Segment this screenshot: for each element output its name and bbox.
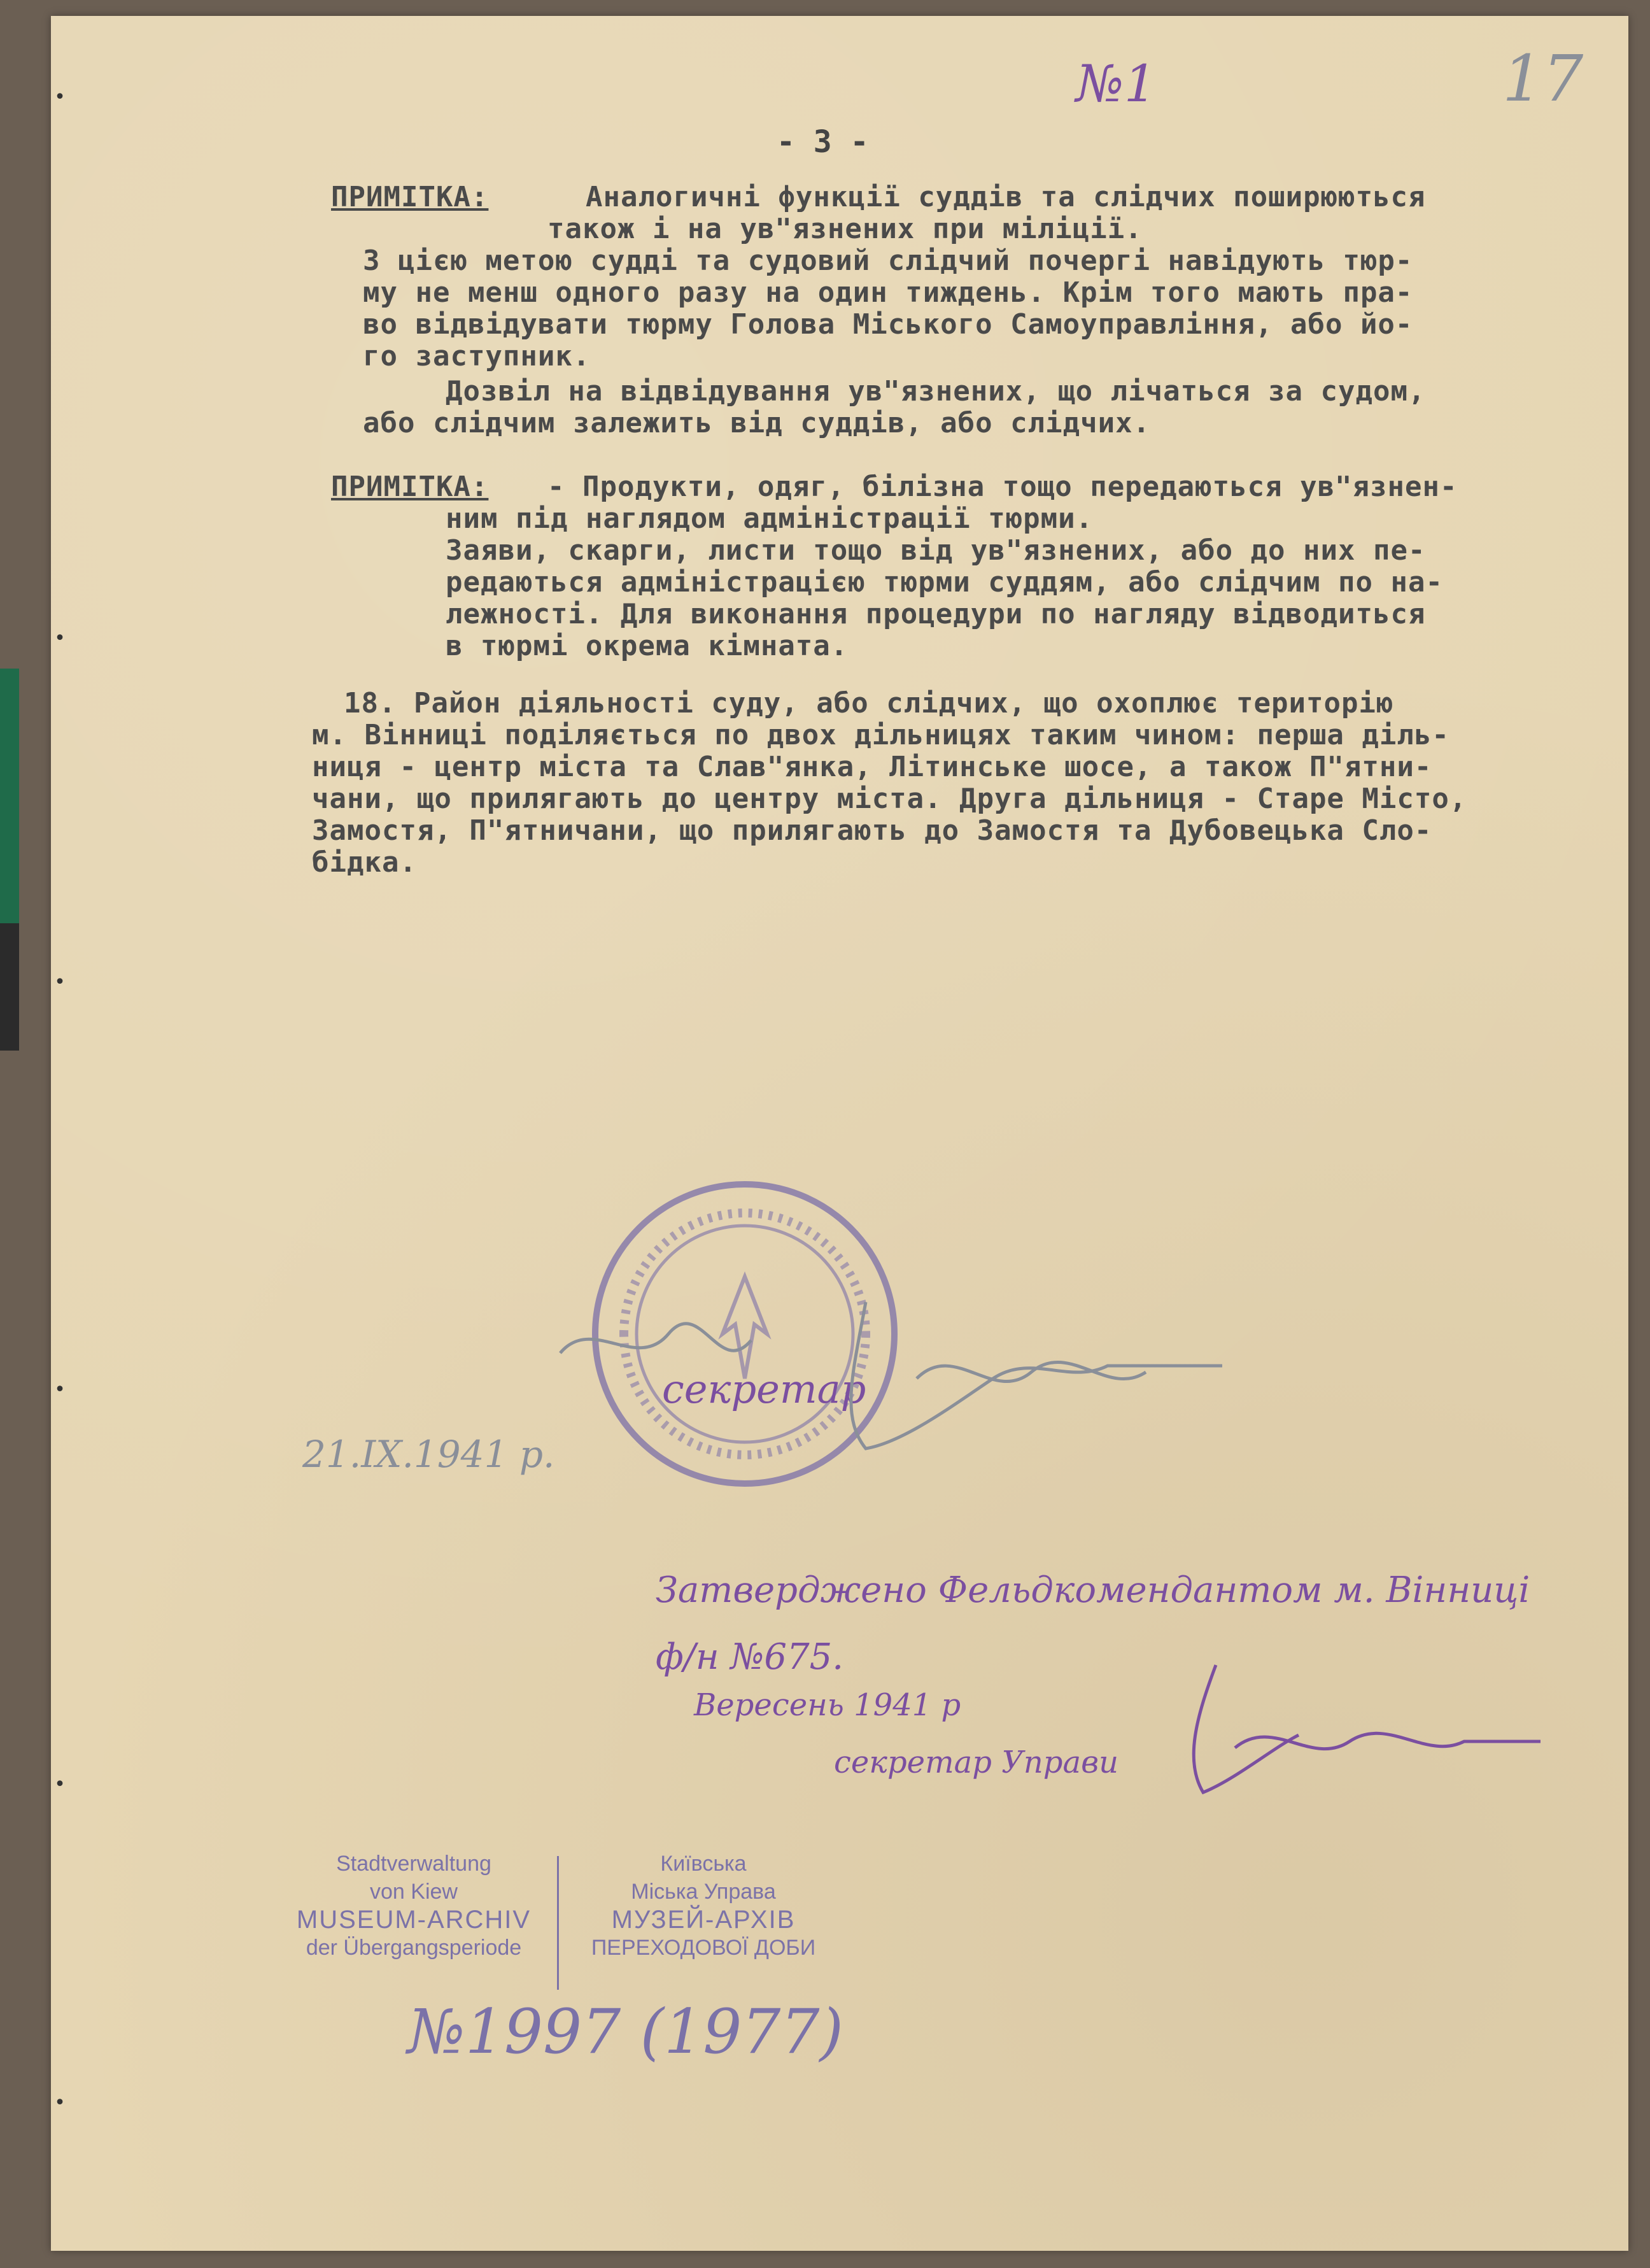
archive-left-line-2: MUSEUM-ARCHIV	[296, 1906, 532, 1934]
note1-line-0: Аналогичні функції суддів та слідчих поширюються	[586, 181, 1426, 213]
archive-left-line-0: Stadtverwaltung	[336, 1852, 491, 1876]
edge-folder-dark	[0, 923, 19, 1051]
archive-right-line-1: Міська Управа	[631, 1880, 776, 1904]
page-number: - 3 -	[777, 124, 869, 160]
document-page	[51, 16, 1628, 2251]
archive-left-line-3: der Übergangsperiode	[306, 1936, 522, 1960]
note1-line-7: або слідчим залежить від суддів, або слідчих.	[363, 407, 1151, 439]
handwritten-secretary: секретар	[662, 1366, 866, 1412]
note1-line-5: го заступник.	[363, 340, 591, 372]
note2-line-4: лежності. Для виконання процедури по нагляду відводиться	[446, 598, 1426, 630]
binding-mark-6: •	[54, 2092, 66, 2114]
note1-line-1: також і на ув"язнених при міліції.	[547, 213, 1143, 245]
archive-stamp-right	[563, 1850, 843, 1962]
binding-mark-5: •	[54, 1773, 66, 1796]
para18-line-1: м. Вінниці поділяється по двох дільницях таким чином: перша діль-	[312, 719, 1449, 751]
note1-label: ПРИМІТКА:	[331, 181, 489, 213]
archive-left-line-1: von Kiew	[370, 1880, 458, 1904]
para18-line-5: бідка.	[312, 846, 417, 879]
archive-right-line-2: МУЗЕЙ-АРХІВ	[611, 1906, 796, 1934]
note2-line-0: - Продукти, одяг, білізна тощо передаються ув"язнен-	[547, 471, 1458, 503]
binding-mark-1: •	[54, 86, 66, 108]
para18-line-4: Замостя, П"ятничани, що прилягають до Замостя та Дубовецька Сло-	[312, 814, 1432, 847]
note1-line-4: во відвідувати тюрму Голова Міського Самоуправління, або йо-	[363, 308, 1413, 341]
note2-line-1: ним під наглядом адміністрації тюрми.	[446, 502, 1094, 535]
note2-line-5: в тюрмі окрема кімната.	[446, 630, 849, 662]
note1-line-2: З цією метою судді та судовий слідчий почергі навідують тюр-	[363, 245, 1413, 277]
binding-mark-2: •	[54, 627, 66, 649]
archive-right-line-3: ПЕРЕХОДОВОЇ ДОБИ	[591, 1936, 816, 1960]
signature-scribble-2	[1133, 1652, 1579, 1818]
approval-line-3: секретар Управи	[834, 1745, 1118, 1780]
para18-line-0: 18. Район діяльності суду, або слідчих, що охоплює територію	[344, 687, 1394, 719]
binding-mark-3: •	[54, 971, 66, 993]
note2-label: ПРИМІТКА:	[331, 471, 489, 503]
corner-mark-top-right: 17	[1502, 41, 1584, 116]
corner-mark-top-center: №1	[1076, 54, 1157, 113]
approval-line-2: Вересень 1941 р	[694, 1687, 961, 1723]
archive-right-line-0: Київська	[660, 1852, 747, 1876]
handwritten-date: 21.IX.1941 р.	[302, 1433, 555, 1476]
binding-mark-4: •	[54, 1379, 66, 1401]
approval-line-1: ф/н №675.	[656, 1636, 844, 1678]
archive-stamp	[274, 1850, 847, 1996]
para18-line-3: чани, що прилягають до центру міста. Друга дільниця - Старе Місто,	[312, 783, 1467, 815]
archive-stamp-left	[274, 1850, 554, 1962]
archive-number: №1997 (1977)	[407, 1996, 843, 2067]
para18-line-2: ниця - центр міста та Слав"янка, Літинське шосе, а також П"ятни-	[312, 751, 1432, 783]
approval-line-0: Затверджено Фельдкомендантом м. Вінниці	[656, 1570, 1530, 1611]
note2-line-2: Заяви, скарги, листи тощо від ув"язнених, або до них пе-	[446, 534, 1426, 567]
note1-line-3: му не менш одного разу на один тиждень. Крім того мають пра-	[363, 276, 1413, 309]
archive-stamp-divider	[557, 1856, 559, 1990]
edge-folder-green	[0, 669, 19, 923]
note1-line-6: Дозвіл на відвідування ув"язнених, що лічаться за судом,	[446, 375, 1426, 408]
signature-scribble-1	[509, 1277, 1273, 1480]
note2-line-3: редаються адміністрацією тюрми суддям, або слідчим по на-	[446, 566, 1443, 599]
